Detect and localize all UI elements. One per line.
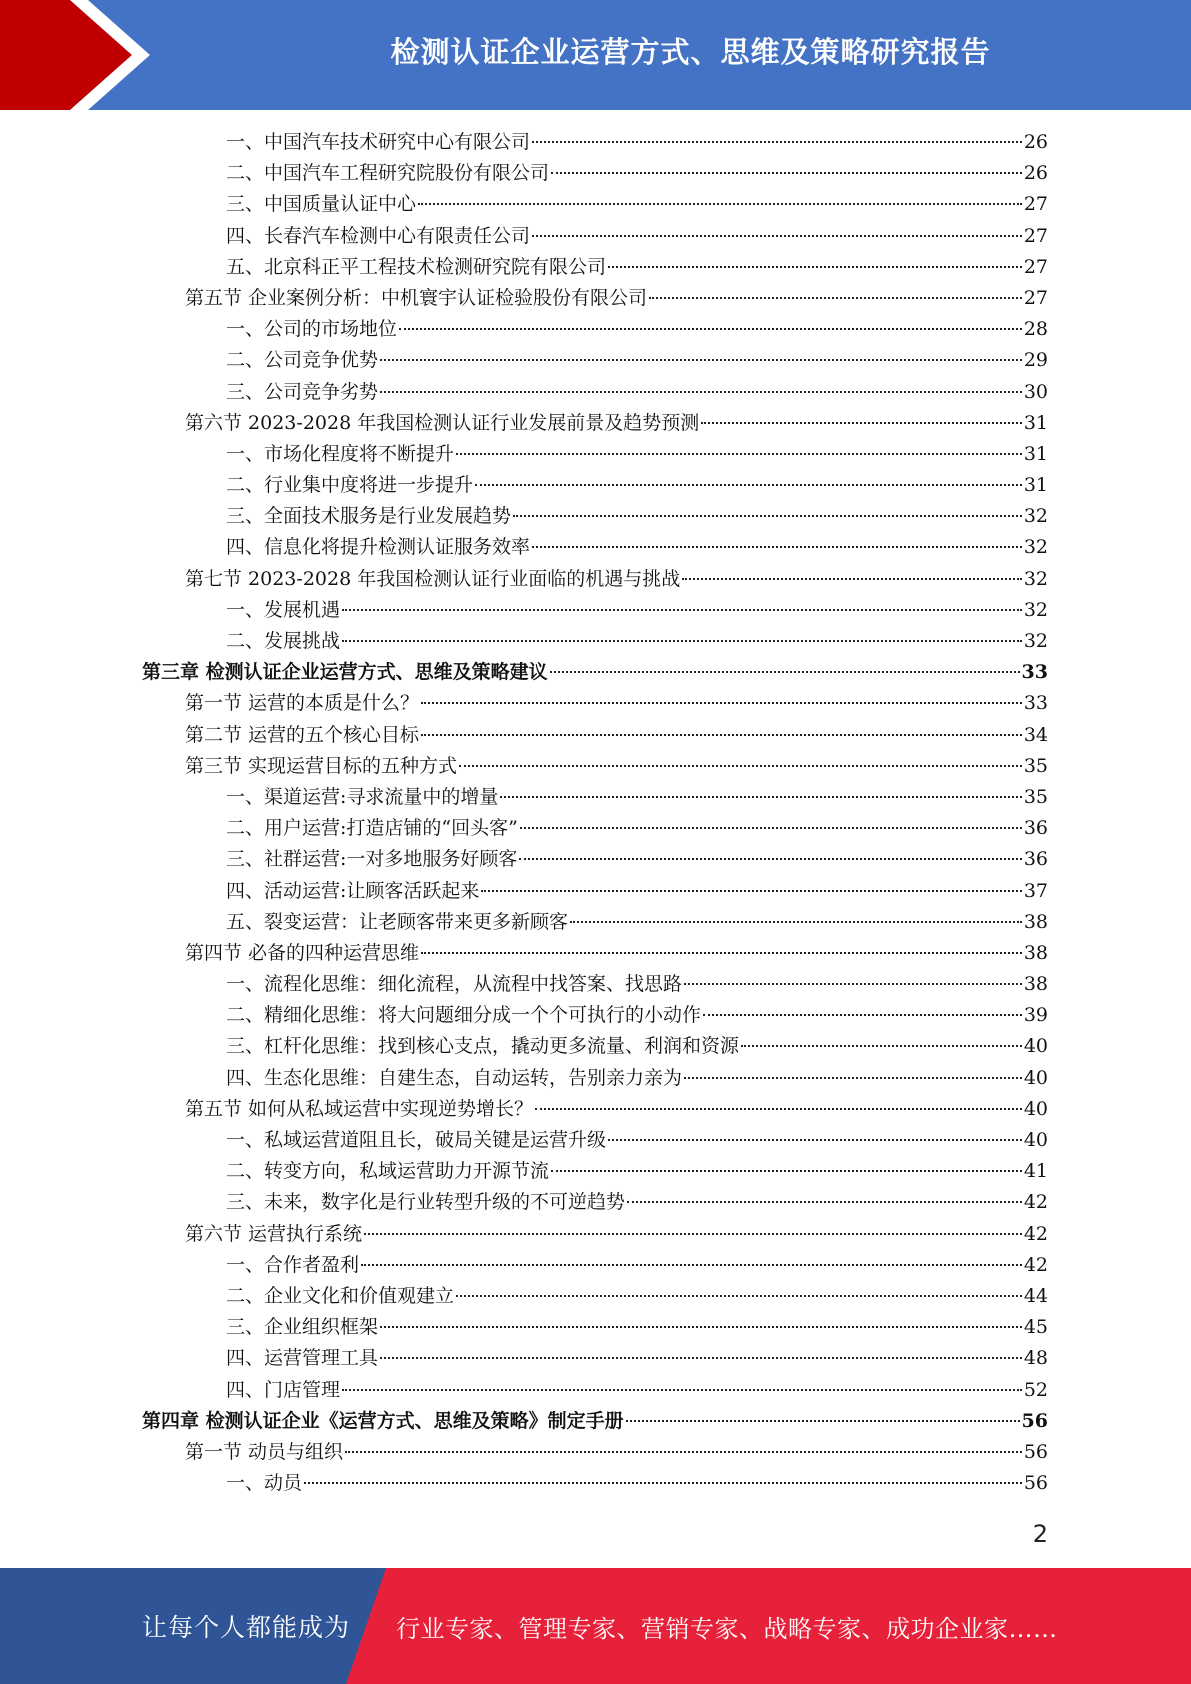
toc-entry-item[interactable] bbox=[0, 1250, 1191, 1281]
toc-entry-page: 56 bbox=[1023, 1472, 1048, 1495]
toc-entry-title: 三、企业组织框架 bbox=[226, 1316, 379, 1339]
toc-entry-page: 29 bbox=[1023, 349, 1048, 372]
toc-entry-item[interactable] bbox=[0, 1468, 1191, 1499]
toc-dot-leader bbox=[701, 422, 1022, 424]
toc-dot-leader bbox=[304, 1482, 1022, 1484]
toc-entry-item[interactable] bbox=[0, 439, 1191, 470]
toc-entry-section[interactable] bbox=[0, 1437, 1191, 1468]
toc-entry-page: 31 bbox=[1023, 411, 1048, 434]
toc-entry-page: 40 bbox=[1023, 1035, 1048, 1058]
footer-slogan-right: 行业专家、管理专家、营销专家、战略专家、成功企业家…… bbox=[396, 1614, 1058, 1643]
toc-entry-title: 一、渠道运营:寻求流量中的增量 bbox=[226, 785, 499, 808]
toc-dot-leader bbox=[380, 359, 1022, 361]
toc-entry-title: 三、社群运营:一对多地服务好顾客 bbox=[226, 848, 518, 871]
toc-entry-page: 42 bbox=[1023, 1191, 1048, 1214]
toc-dot-leader bbox=[535, 1108, 1022, 1110]
toc-entry-title: 第五节 如何从私域运营中实现逆势增长？ bbox=[185, 1097, 534, 1120]
toc-entry-title: 一、动员 bbox=[226, 1472, 303, 1495]
toc-dot-leader bbox=[364, 1233, 1022, 1235]
toc-dot-leader bbox=[520, 827, 1022, 829]
toc-dot-leader bbox=[481, 890, 1021, 892]
toc-entry-title: 二、行业集中度将进一步提升 bbox=[226, 474, 474, 497]
toc-entry-title: 三、杠杆化思维：找到核心支点，撬动更多流量、利润和资源 bbox=[226, 1035, 740, 1058]
toc-entry-item[interactable] bbox=[0, 595, 1191, 626]
toc-entry-item[interactable] bbox=[0, 377, 1191, 408]
toc-entry-title: 第四章 检测认证企业《运营方式、思维及策略》制定手册 bbox=[142, 1409, 624, 1432]
toc-entry-item[interactable] bbox=[0, 1031, 1191, 1062]
toc-dot-leader bbox=[570, 921, 1022, 923]
toc-entry-item[interactable] bbox=[0, 1125, 1191, 1156]
toc-dot-leader bbox=[551, 172, 1022, 174]
toc-entry-section[interactable] bbox=[0, 283, 1191, 314]
toc-entry-section[interactable] bbox=[0, 751, 1191, 782]
toc-entry-page: 52 bbox=[1023, 1378, 1048, 1401]
toc-entry-title: 四、门店管理 bbox=[226, 1378, 341, 1401]
toc-entry-item[interactable] bbox=[0, 1343, 1191, 1374]
toc-dot-leader bbox=[551, 1170, 1022, 1172]
toc-entry-section[interactable] bbox=[0, 720, 1191, 751]
toc-entry-page: 40 bbox=[1023, 1097, 1048, 1120]
toc-entry-item[interactable] bbox=[0, 158, 1191, 189]
table-of-contents bbox=[0, 127, 1191, 1499]
toc-entry-title: 五、裂变运营：让老顾客带来更多新顾客 bbox=[226, 910, 569, 933]
page-number: 2 bbox=[1032, 1520, 1048, 1548]
toc-entry-title: 三、全面技术服务是行业发展趋势 bbox=[226, 505, 512, 528]
toc-entry-title: 二、转变方向，私域运营助力开源节流 bbox=[226, 1160, 550, 1183]
toc-dot-leader bbox=[361, 1264, 1022, 1266]
toc-entry-section[interactable] bbox=[0, 688, 1191, 719]
toc-dot-leader bbox=[626, 1420, 1020, 1422]
toc-entry-page: 45 bbox=[1023, 1316, 1048, 1339]
toc-entry-page: 27 bbox=[1023, 286, 1048, 309]
toc-entry-item[interactable] bbox=[0, 314, 1191, 345]
toc-entry-title: 第五节 企业案例分析：中机寰宇认证检验股份有限公司 bbox=[185, 286, 648, 309]
toc-dot-leader bbox=[684, 983, 1022, 985]
toc-entry-title: 三、未来，数字化是行业转型升级的不可逆趋势 bbox=[226, 1191, 626, 1214]
toc-entry-page: 36 bbox=[1023, 817, 1048, 840]
header-bar bbox=[0, 0, 1191, 110]
toc-entry-title: 第六节 2023-2028 年我国检测认证行业发展前景及趋势预测 bbox=[185, 411, 700, 434]
toc-dot-leader bbox=[649, 297, 1022, 299]
toc-entry-item[interactable] bbox=[0, 969, 1191, 1000]
toc-dot-leader bbox=[399, 328, 1022, 330]
toc-entry-page: 38 bbox=[1023, 910, 1048, 933]
toc-dot-leader bbox=[519, 858, 1021, 860]
toc-dot-leader bbox=[421, 734, 1022, 736]
toc-dot-leader bbox=[475, 484, 1022, 486]
toc-dot-leader bbox=[532, 546, 1022, 548]
toc-dot-leader bbox=[456, 1295, 1022, 1297]
toc-entry-item[interactable] bbox=[0, 470, 1191, 501]
toc-entry-title: 四、生态化思维：自建生态，自动运转，告别亲力亲为 bbox=[226, 1066, 683, 1089]
toc-entry-section[interactable] bbox=[0, 408, 1191, 439]
toc-entry-section[interactable] bbox=[0, 1094, 1191, 1125]
toc-dot-leader bbox=[608, 1139, 1022, 1141]
toc-entry-title: 二、用户运营:打造店铺的“回头客” bbox=[226, 817, 518, 840]
toc-entry-title: 一、公司的市场地位 bbox=[226, 318, 398, 341]
toc-entry-page: 35 bbox=[1023, 785, 1048, 808]
toc-dot-leader bbox=[380, 1326, 1022, 1328]
toc-dot-leader bbox=[342, 640, 1022, 642]
toc-entry-page: 40 bbox=[1023, 1066, 1048, 1089]
toc-entry-section[interactable] bbox=[0, 1219, 1191, 1250]
toc-dot-leader bbox=[513, 515, 1022, 517]
toc-entry-title: 五、北京科正平工程技术检测研究院有限公司 bbox=[226, 255, 607, 278]
toc-entry-item[interactable] bbox=[0, 252, 1191, 283]
toc-entry-item[interactable] bbox=[0, 221, 1191, 252]
toc-entry-title: 一、流程化思维：细化流程，从流程中找答案、找思路 bbox=[226, 973, 683, 996]
toc-entry-section[interactable] bbox=[0, 564, 1191, 595]
toc-entry-item[interactable] bbox=[0, 1187, 1191, 1218]
toc-entry-page: 38 bbox=[1023, 973, 1048, 996]
toc-entry-item[interactable] bbox=[0, 876, 1191, 907]
toc-entry-title: 二、企业文化和价值观建立 bbox=[226, 1284, 455, 1307]
toc-entry-item[interactable] bbox=[0, 345, 1191, 376]
toc-entry-page: 28 bbox=[1023, 318, 1048, 341]
toc-entry-page: 56 bbox=[1021, 1409, 1048, 1432]
toc-entry-page: 41 bbox=[1023, 1160, 1048, 1183]
toc-entry-title: 一、合作者盈利 bbox=[226, 1253, 360, 1276]
toc-entry-page: 30 bbox=[1023, 380, 1048, 403]
toc-entry-title: 四、运营管理工具 bbox=[226, 1347, 379, 1370]
toc-entry-page: 32 bbox=[1023, 598, 1048, 621]
toc-entry-item[interactable] bbox=[0, 1156, 1191, 1187]
toc-dot-leader bbox=[345, 1451, 1022, 1453]
toc-dot-leader bbox=[421, 702, 1022, 704]
toc-entry-title: 第三节 实现运营目标的五种方式 bbox=[185, 754, 458, 777]
toc-entry-title: 第一节 运营的本质是什么？ bbox=[185, 692, 420, 715]
toc-entry-item[interactable] bbox=[0, 626, 1191, 657]
toc-entry-item[interactable] bbox=[0, 1375, 1191, 1406]
toc-dot-leader bbox=[627, 1201, 1022, 1203]
toc-entry-item[interactable] bbox=[0, 1281, 1191, 1312]
toc-dot-leader bbox=[459, 765, 1022, 767]
report-title: 检测认证企业运营方式、思维及策略研究报告 bbox=[390, 34, 991, 69]
toc-dot-leader bbox=[342, 609, 1022, 611]
toc-entry-item[interactable] bbox=[0, 189, 1191, 220]
toc-entry-item[interactable] bbox=[0, 813, 1191, 844]
toc-entry-page: 44 bbox=[1023, 1284, 1048, 1307]
toc-entry-page: 26 bbox=[1023, 131, 1048, 153]
toc-entry-item[interactable] bbox=[0, 1000, 1191, 1031]
toc-entry-title: 第三章 检测认证企业运营方式、思维及策略建议 bbox=[142, 661, 548, 684]
toc-entry-page: 39 bbox=[1023, 1004, 1048, 1027]
toc-entry-page: 26 bbox=[1023, 162, 1048, 185]
toc-entry-page: 36 bbox=[1023, 848, 1048, 871]
toc-entry-page: 27 bbox=[1023, 255, 1048, 278]
toc-entry-title: 一、发展机遇 bbox=[226, 598, 341, 621]
toc-dot-leader bbox=[608, 266, 1022, 268]
toc-entry-item[interactable] bbox=[0, 1063, 1191, 1094]
header-chevron-decoration bbox=[0, 0, 190, 110]
toc-entry-page: 33 bbox=[1023, 692, 1048, 715]
toc-entry-page: 38 bbox=[1023, 941, 1048, 964]
toc-entry-chapter[interactable] bbox=[0, 1406, 1191, 1437]
toc-dot-leader bbox=[532, 141, 1022, 143]
toc-entry-page: 32 bbox=[1023, 567, 1048, 590]
toc-entry-page: 37 bbox=[1023, 879, 1048, 902]
toc-entry-page: 32 bbox=[1023, 536, 1048, 559]
toc-dot-leader bbox=[703, 1014, 1022, 1016]
toc-entry-title: 四、信息化将提升检测认证服务效率 bbox=[226, 536, 531, 559]
toc-entry-title: 第一节 动员与组织 bbox=[185, 1440, 344, 1463]
toc-dot-leader bbox=[684, 1077, 1022, 1079]
toc-dot-leader bbox=[550, 671, 1020, 673]
toc-dot-leader bbox=[456, 453, 1022, 455]
toc-entry-section[interactable] bbox=[0, 938, 1191, 969]
toc-dot-leader bbox=[532, 235, 1022, 237]
toc-entry-title: 二、精细化思维：将大问题细分成一个个可执行的小动作 bbox=[226, 1004, 702, 1027]
toc-entry-page: 27 bbox=[1023, 224, 1048, 247]
toc-entry-page: 40 bbox=[1023, 1129, 1048, 1151]
toc-entry-title: 三、公司竞争劣势 bbox=[226, 380, 379, 403]
toc-entry-page: 42 bbox=[1023, 1222, 1048, 1245]
toc-entry-item[interactable] bbox=[0, 501, 1191, 532]
toc-entry-page: 31 bbox=[1023, 474, 1048, 497]
toc-entry-page: 34 bbox=[1023, 723, 1048, 746]
toc-entry-page: 56 bbox=[1023, 1440, 1048, 1463]
toc-dot-leader bbox=[421, 952, 1022, 954]
toc-entry-title: 二、公司竞争优势 bbox=[226, 349, 379, 372]
toc-entry-title: 第二节 运营的五个核心目标 bbox=[185, 723, 420, 746]
toc-entry-page: 27 bbox=[1023, 193, 1048, 216]
toc-entry-title: 二、发展挑战 bbox=[226, 630, 341, 652]
toc-dot-leader bbox=[682, 578, 1022, 580]
toc-entry-page: 42 bbox=[1023, 1253, 1048, 1276]
toc-entry-item[interactable] bbox=[0, 532, 1191, 563]
toc-dot-leader bbox=[500, 796, 1021, 798]
toc-entry-title: 四、长春汽车检测中心有限责任公司 bbox=[226, 224, 531, 247]
toc-entry-item[interactable] bbox=[0, 782, 1191, 813]
toc-entry-title: 四、活动运营:让顾客活跃起来 bbox=[226, 879, 480, 902]
toc-entry-title: 一、私域运营道阻且长，破局关键是运营升级 bbox=[226, 1129, 607, 1151]
toc-dot-leader bbox=[380, 391, 1022, 393]
toc-entry-item[interactable] bbox=[0, 1312, 1191, 1343]
toc-dot-leader bbox=[342, 1389, 1022, 1391]
toc-dot-leader bbox=[380, 1357, 1022, 1359]
toc-entry-chapter[interactable] bbox=[0, 657, 1191, 688]
toc-entry-title: 二、中国汽车工程研究院股份有限公司 bbox=[226, 162, 550, 185]
toc-entry-page: 31 bbox=[1023, 442, 1048, 465]
footer-slogan-left: 让每个人都能成为 bbox=[142, 1613, 351, 1642]
toc-entry-title: 第七节 2023-2028 年我国检测认证行业面临的机遇与挑战 bbox=[185, 567, 681, 590]
toc-entry-item[interactable] bbox=[0, 127, 1191, 158]
toc-entry-page: 32 bbox=[1023, 505, 1048, 528]
toc-entry-title: 第六节 运营执行系统 bbox=[185, 1222, 363, 1245]
toc-entry-page: 35 bbox=[1023, 754, 1048, 777]
toc-entry-title: 第四节 必备的四种运营思维 bbox=[185, 941, 420, 964]
toc-dot-leader bbox=[418, 203, 1022, 205]
toc-entry-page: 32 bbox=[1023, 630, 1048, 652]
toc-entry-item[interactable] bbox=[0, 844, 1191, 875]
toc-dot-leader bbox=[741, 1045, 1022, 1047]
toc-entry-page: 48 bbox=[1023, 1347, 1048, 1370]
toc-entry-title: 一、市场化程度将不断提升 bbox=[226, 442, 455, 465]
toc-entry-title: 一、中国汽车技术研究中心有限公司 bbox=[226, 131, 531, 153]
toc-entry-page: 33 bbox=[1021, 661, 1048, 684]
toc-entry-title: 三、中国质量认证中心 bbox=[226, 193, 417, 216]
toc-entry-item[interactable] bbox=[0, 907, 1191, 938]
footer-banner bbox=[0, 1568, 1191, 1684]
